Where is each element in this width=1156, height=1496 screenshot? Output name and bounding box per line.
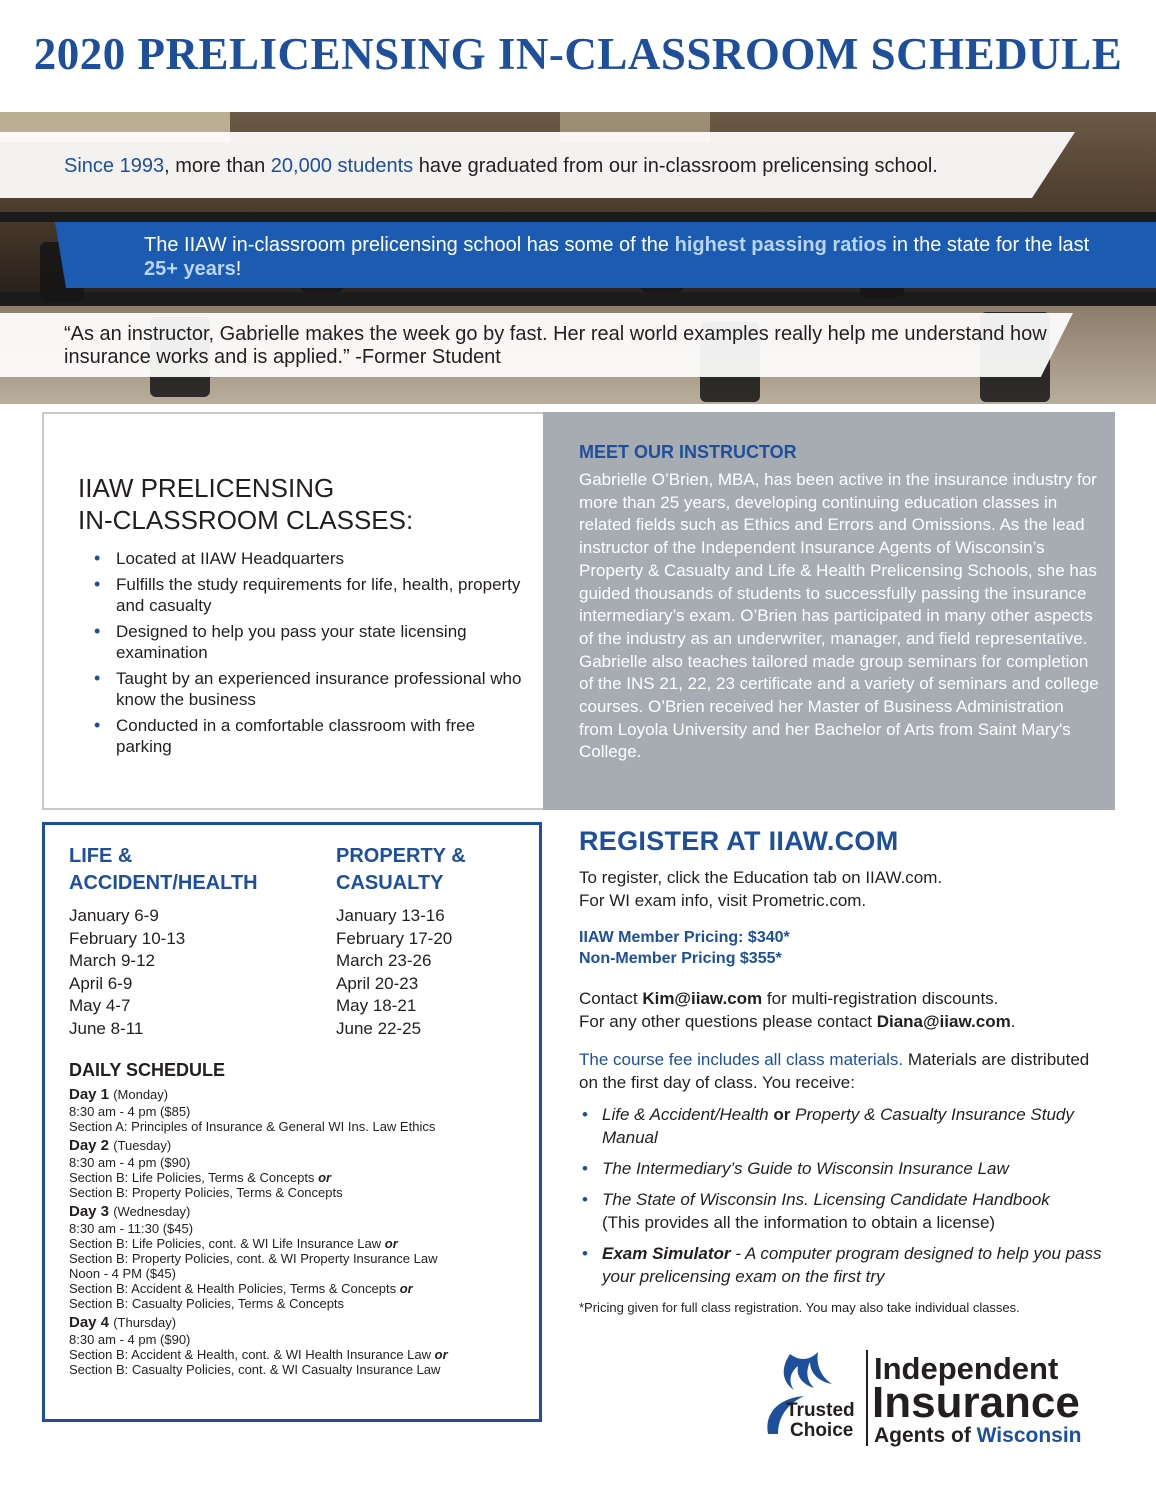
logo-agents-of: Agents of [874, 1424, 977, 1447]
date-item: June 22-25 [336, 1018, 422, 1038]
since-year: Since 1993 [64, 155, 165, 177]
list-item [582, 1103, 1102, 1149]
trusted-choice-eagle-icon [760, 1346, 864, 1446]
schedule-line: Section A: Principles of Insurance & General WI Ins. Law Ethics [69, 1119, 436, 1134]
heading-line: IIAW PRELICENSING [78, 473, 335, 503]
contact-line [579, 1011, 1119, 1034]
students-count: 20,000 students [270, 155, 414, 177]
weekday: (Thursday) [113, 1315, 177, 1330]
fee-text: Materials are distributed on the first day of class. You receive: [579, 1050, 1090, 1092]
material-bold: Exam Simulator [602, 1244, 731, 1263]
schedule-line: 8:30 am - 4 pm ($90) [69, 1155, 191, 1170]
list-item: • Designed to help you pass your state licensing examination [92, 621, 532, 663]
student-quote: “As an instructor, Gabrielle makes the week go by fast. Her real world examples really help me understand how insurance works and is applied.” -Former Student [64, 323, 1047, 368]
material-text: Life & Accident/Health [602, 1105, 769, 1124]
day-label: Day 3 [69, 1203, 110, 1220]
day-heading [69, 1313, 529, 1332]
instructor-heading: MEET OUR INSTRUCTOR [579, 442, 797, 462]
material-note: (This provides all the information to obtain a license) [602, 1213, 996, 1232]
heading-line: LIFE & [69, 845, 133, 867]
contact-text: . [1010, 1011, 1016, 1031]
schedule-line [69, 1170, 529, 1185]
day-heading [69, 1085, 529, 1104]
life-health-dates [69, 905, 185, 1041]
date-item: June 8-11 [69, 1018, 144, 1038]
heading-line: CASUALTY [336, 872, 444, 894]
materials-list [582, 1103, 1102, 1296]
schedule-line: 8:30 am - 4 pm ($90) [69, 1332, 191, 1347]
schedule-line [69, 1236, 529, 1251]
photo-desk [0, 292, 1156, 306]
contact-text: for multi-registration discounts. [762, 989, 999, 1008]
weekday: (Wednesday) [113, 1204, 191, 1219]
list-item [582, 1242, 1102, 1288]
daily-schedule [69, 1083, 529, 1377]
banner-text: in the state for the last [886, 234, 1090, 256]
list-item: • Conducted in a comfortable classroom with free parking [92, 715, 532, 757]
list-item: • Located at IIAW Headquarters [92, 548, 532, 569]
date-item: May 18-21 [336, 996, 417, 1016]
course-fee-text [579, 1049, 1099, 1094]
day-heading [69, 1202, 529, 1221]
banner-text: have graduated from our in-classroom prelicensing school. [413, 155, 938, 177]
pricing [579, 927, 790, 969]
contact-text: Contact [579, 989, 643, 1008]
classes-list [92, 548, 532, 762]
contact-text: For any other questions please contact [579, 1011, 877, 1031]
schedule-line-text: Section B: Accident & Health, cont. & WI Health Insurance Law [69, 1347, 432, 1362]
schedule-line: Section B: Property Policies, Terms & Concepts [69, 1185, 343, 1200]
schedule-line-text: Section B: Accident & Health Policies, Terms & Concepts [69, 1281, 397, 1296]
material-text: Property & Casualty Insurance Study Manual [602, 1105, 1074, 1147]
contact-line [579, 988, 1119, 1011]
banner-text: ! [235, 258, 242, 280]
classes-heading [78, 472, 413, 536]
heading-line: PROPERTY & [336, 845, 466, 867]
kim-email[interactable]: Kim@iiaw.com [642, 989, 763, 1008]
page-title: 2020 PRELICENSING IN-CLASSROOM SCHEDULE [33, 29, 1123, 79]
or-word: or [434, 1347, 448, 1362]
schedule-line [69, 1347, 529, 1362]
schedule-line-text: Section B: Life Policies, cont. & WI Life Insurance Law [69, 1236, 382, 1251]
banner-text: The IIAW in-classroom prelicensing school has some of the [144, 234, 675, 256]
weekday: (Tuesday) [113, 1138, 172, 1153]
date-item: March 23-26 [336, 951, 432, 971]
list-item: • Fulfills the study requirements for life, health, property and casualty [92, 574, 532, 616]
day-label: Day 1 [69, 1086, 110, 1103]
schedule-line: 8:30 am - 11:30 ($45) [69, 1221, 194, 1236]
date-item: May 4-7 [69, 996, 131, 1016]
register-title: REGISTER AT IIAW.COM [579, 826, 899, 856]
banner-highlight: 25+ years [144, 258, 236, 280]
schedule-line: 8:30 am - 4 pm ($85) [69, 1104, 191, 1119]
diana-email[interactable]: Diana@iiaw.com [876, 1011, 1011, 1031]
banner-highlight: highest passing ratios [674, 234, 887, 256]
schedule-line: Section B: Property Policies, cont. & WI Property Insurance Law [69, 1251, 438, 1266]
list-item [582, 1157, 1102, 1180]
day-label: Day 2 [69, 1137, 110, 1154]
schedule-line: Section B: Casualty Policies, cont. & WI Casualty Insurance Law [69, 1362, 441, 1377]
day-heading [69, 1136, 529, 1155]
contact-info [579, 988, 1119, 1033]
member-price: IIAW Member Pricing: $340* [579, 929, 790, 946]
date-item: January 6-9 [69, 906, 159, 925]
passing-ratio-banner [144, 233, 1104, 281]
or-word: or [384, 1236, 398, 1251]
weekday: (Monday) [113, 1087, 169, 1102]
logo-trusted: Trusted [786, 1400, 855, 1421]
logo-agents-of-wisconsin [874, 1424, 1082, 1448]
material-text: The State of Wisconsin Ins. Licensing Candidate Handbook [602, 1190, 1050, 1209]
nonmember-price: Non-Member Pricing $355* [579, 950, 782, 967]
register-instructions [579, 867, 942, 912]
schedule-line: Noon - 4 PM ($45) [69, 1266, 176, 1281]
or-word: or [399, 1281, 413, 1296]
logo-choice: Choice [790, 1420, 854, 1441]
schedule-line: Section B: Casualty Policies, Terms & Concepts [69, 1296, 345, 1311]
photo-desk [0, 212, 1156, 222]
logo-insurance: Insurance [872, 1378, 1080, 1427]
or-word: or [773, 1105, 791, 1124]
fee-highlight: The course fee includes all class materials. [579, 1050, 904, 1069]
material-text: - A computer program designed to help you pass your prelicensing exam on the first try [602, 1244, 1102, 1286]
date-item: February 10-13 [69, 928, 186, 948]
day-label: Day 4 [69, 1314, 110, 1331]
graduates-banner [64, 155, 938, 178]
logo-divider [866, 1350, 868, 1446]
pricing-footnote: *Pricing given for full class registration. You may also take individual classes. [579, 1300, 1020, 1315]
or-word: or [318, 1170, 332, 1185]
banner-text: , more than [164, 155, 271, 177]
list-item [582, 1188, 1102, 1234]
logo-wisconsin: Wisconsin [976, 1424, 1082, 1447]
date-item: March 9-12 [69, 951, 155, 971]
date-item: January 13-16 [336, 906, 445, 925]
schedule-line [69, 1281, 529, 1296]
heading-line: IN-CLASSROOM CLASSES: [78, 505, 414, 535]
register-line: To register, click the Education tab on IIAW.com. [579, 868, 943, 887]
instructor-bio: Gabrielle O’Brien, MBA, has been active in the insurance industry for more than 25 years, developing continuing education classes in related fields such as Ethics and Errors and Omissions. As the lead instructor of the Independent Insurance Agents of Wisconsin’s Property & Casualty and Life & Health Prelicensing Schools, she has guided thousands of students to successfully passing the insurance intermediary’s exam. O’Brien has participated in many other aspects of the industry as an underwriter, manager, and field representative. Gabrielle also teaches tailored made group seminars for completion of the INS 21, 22, 23 certificate and a variety of seminars and college courses. O’Brien received her Master of Business Administration from Loyola University and her Bachelor of Arts from Saint Mary's College. [579, 470, 1099, 762]
material-text: The Intermediary’s Guide to Wisconsin Insurance Law [602, 1159, 1009, 1178]
daily-schedule-heading: DAILY SCHEDULE [69, 1060, 226, 1080]
property-casualty-heading [336, 843, 466, 897]
list-item: • Taught by an experienced insurance professional who know the business [92, 668, 532, 710]
date-item: April 20-23 [336, 973, 419, 993]
date-item: April 6-9 [69, 973, 133, 993]
register-line: For WI exam info, visit Prometric.com. [579, 890, 867, 910]
schedule-line-text: Section B: Life Policies, Terms & Concepts [69, 1170, 315, 1185]
property-casualty-dates [336, 905, 452, 1041]
logo-independent: Independent [874, 1351, 1059, 1386]
heading-line: ACCIDENT/HEALTH [69, 872, 258, 894]
date-item: February 17-20 [336, 928, 453, 948]
life-health-heading [69, 843, 258, 897]
